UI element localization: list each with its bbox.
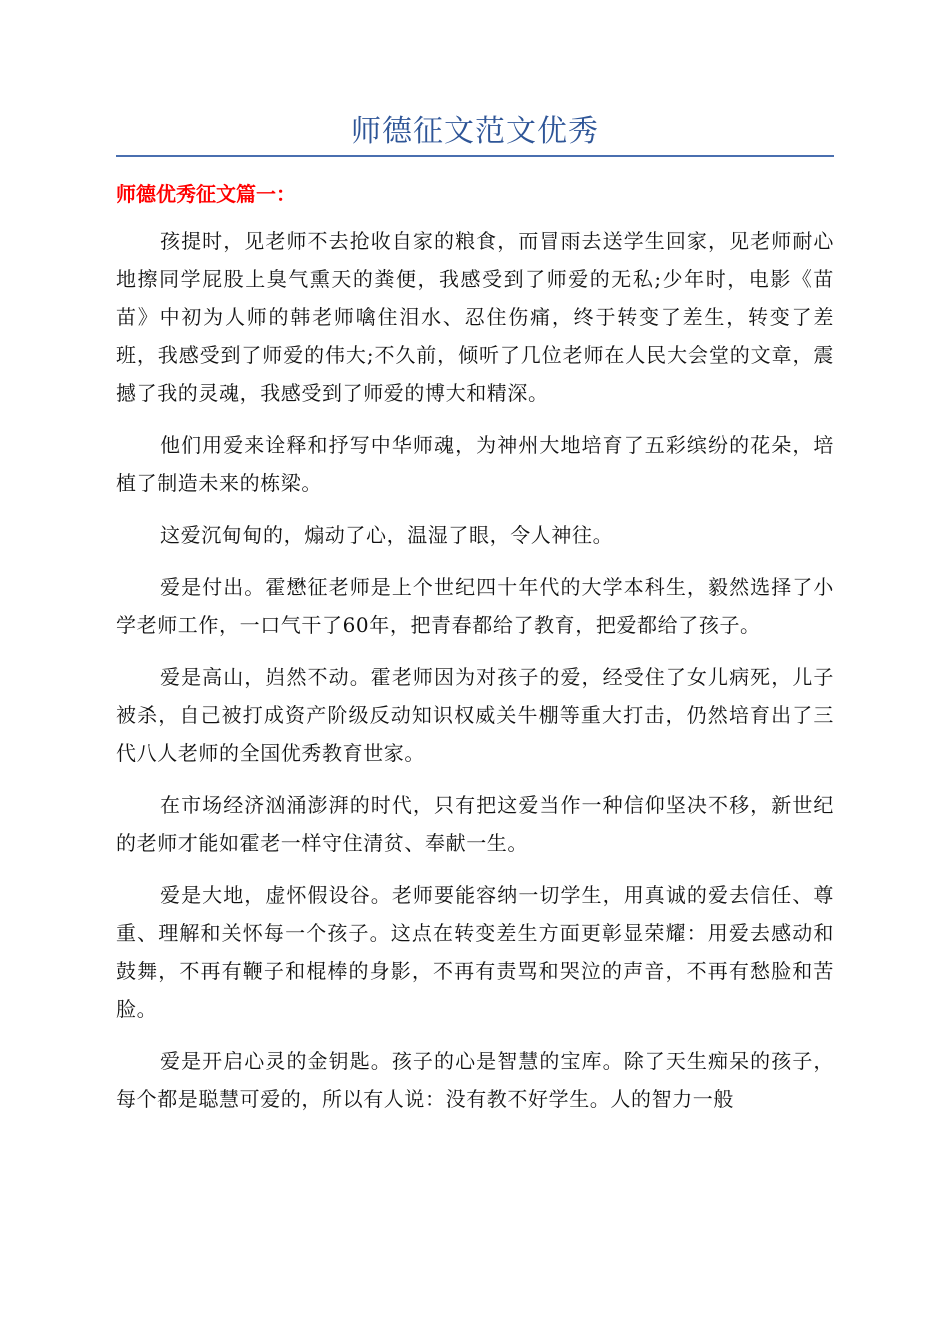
paragraph-2: 他们用爱来诠释和抒写中华师魂，为神州大地培育了五彩缤纷的花朵，培植了制造未来的栋梁。: [116, 433, 834, 495]
title-underline: [116, 155, 834, 157]
document-body: [116, 222, 834, 1132]
paragraph-6: 在市场经济汹涌澎湃的时代，只有把这爱当作一种信仰坚决不移，新世纪的老师才能如霍老一样守住清贫、奉献一生。: [116, 793, 834, 855]
paragraph-1: 孩提时，见老师不去抢收自家的粮食，而冒雨去送学生回家，见老师耐心地擦同学屁股上臭气熏天的粪便，我感受到了师爱的无私;少年时，电影《苗苗》中初为人师的韩老师噙住泪水、忍住伤痛，终于转变了差生，转变了差班，我感受到了师爱的伟大;不久前，倾听了几位老师在人民大会堂的文章，震撼了我的灵魂，我感受到了师爱的博大和精深。: [116, 229, 834, 405]
paragraph-8: 爱是开启心灵的金钥匙。孩子的心是智慧的宝库。除了天生痴呆的孩子，每个都是聪慧可爱的，所以有人说：没有教不好学生。人的智力一般: [116, 1049, 834, 1111]
paragraph-7: 爱是大地，虚怀假设谷。老师要能容纳一切学生，用真诚的爱去信任、尊重、理解和关怀每一个孩子。这点在转变差生方面更彰显荣耀：用爱去感动和鼓舞，不再有鞭子和棍棒的身影，不再有责骂和哭泣的声音，不再有愁脸和苦脸。: [116, 883, 834, 1021]
paragraph-4: 爱是付出。霍懋征老师是上个世纪四十年代的大学本科生，毅然选择了小学老师工作，一口气干了60年，把青春都给了教育，把爱都给了孩子。: [116, 575, 834, 637]
document-page: [116, 0, 834, 1344]
paragraph-5: 爱是高山，岿然不动。霍老师因为对孩子的爱，经受住了女儿病死，儿子被杀，自己被打成资产阶级反动知识权威关牛棚等重大打击，仍然培育出了三代八人老师的全国优秀教育世家。: [116, 665, 834, 765]
document-title: 师德征文范文优秀: [351, 114, 599, 149]
paragraph-3: 这爱沉甸甸的，煽动了心，温湿了眼，令人神往。: [160, 523, 614, 547]
section-heading: 师德优秀征文篇一：: [116, 182, 296, 206]
